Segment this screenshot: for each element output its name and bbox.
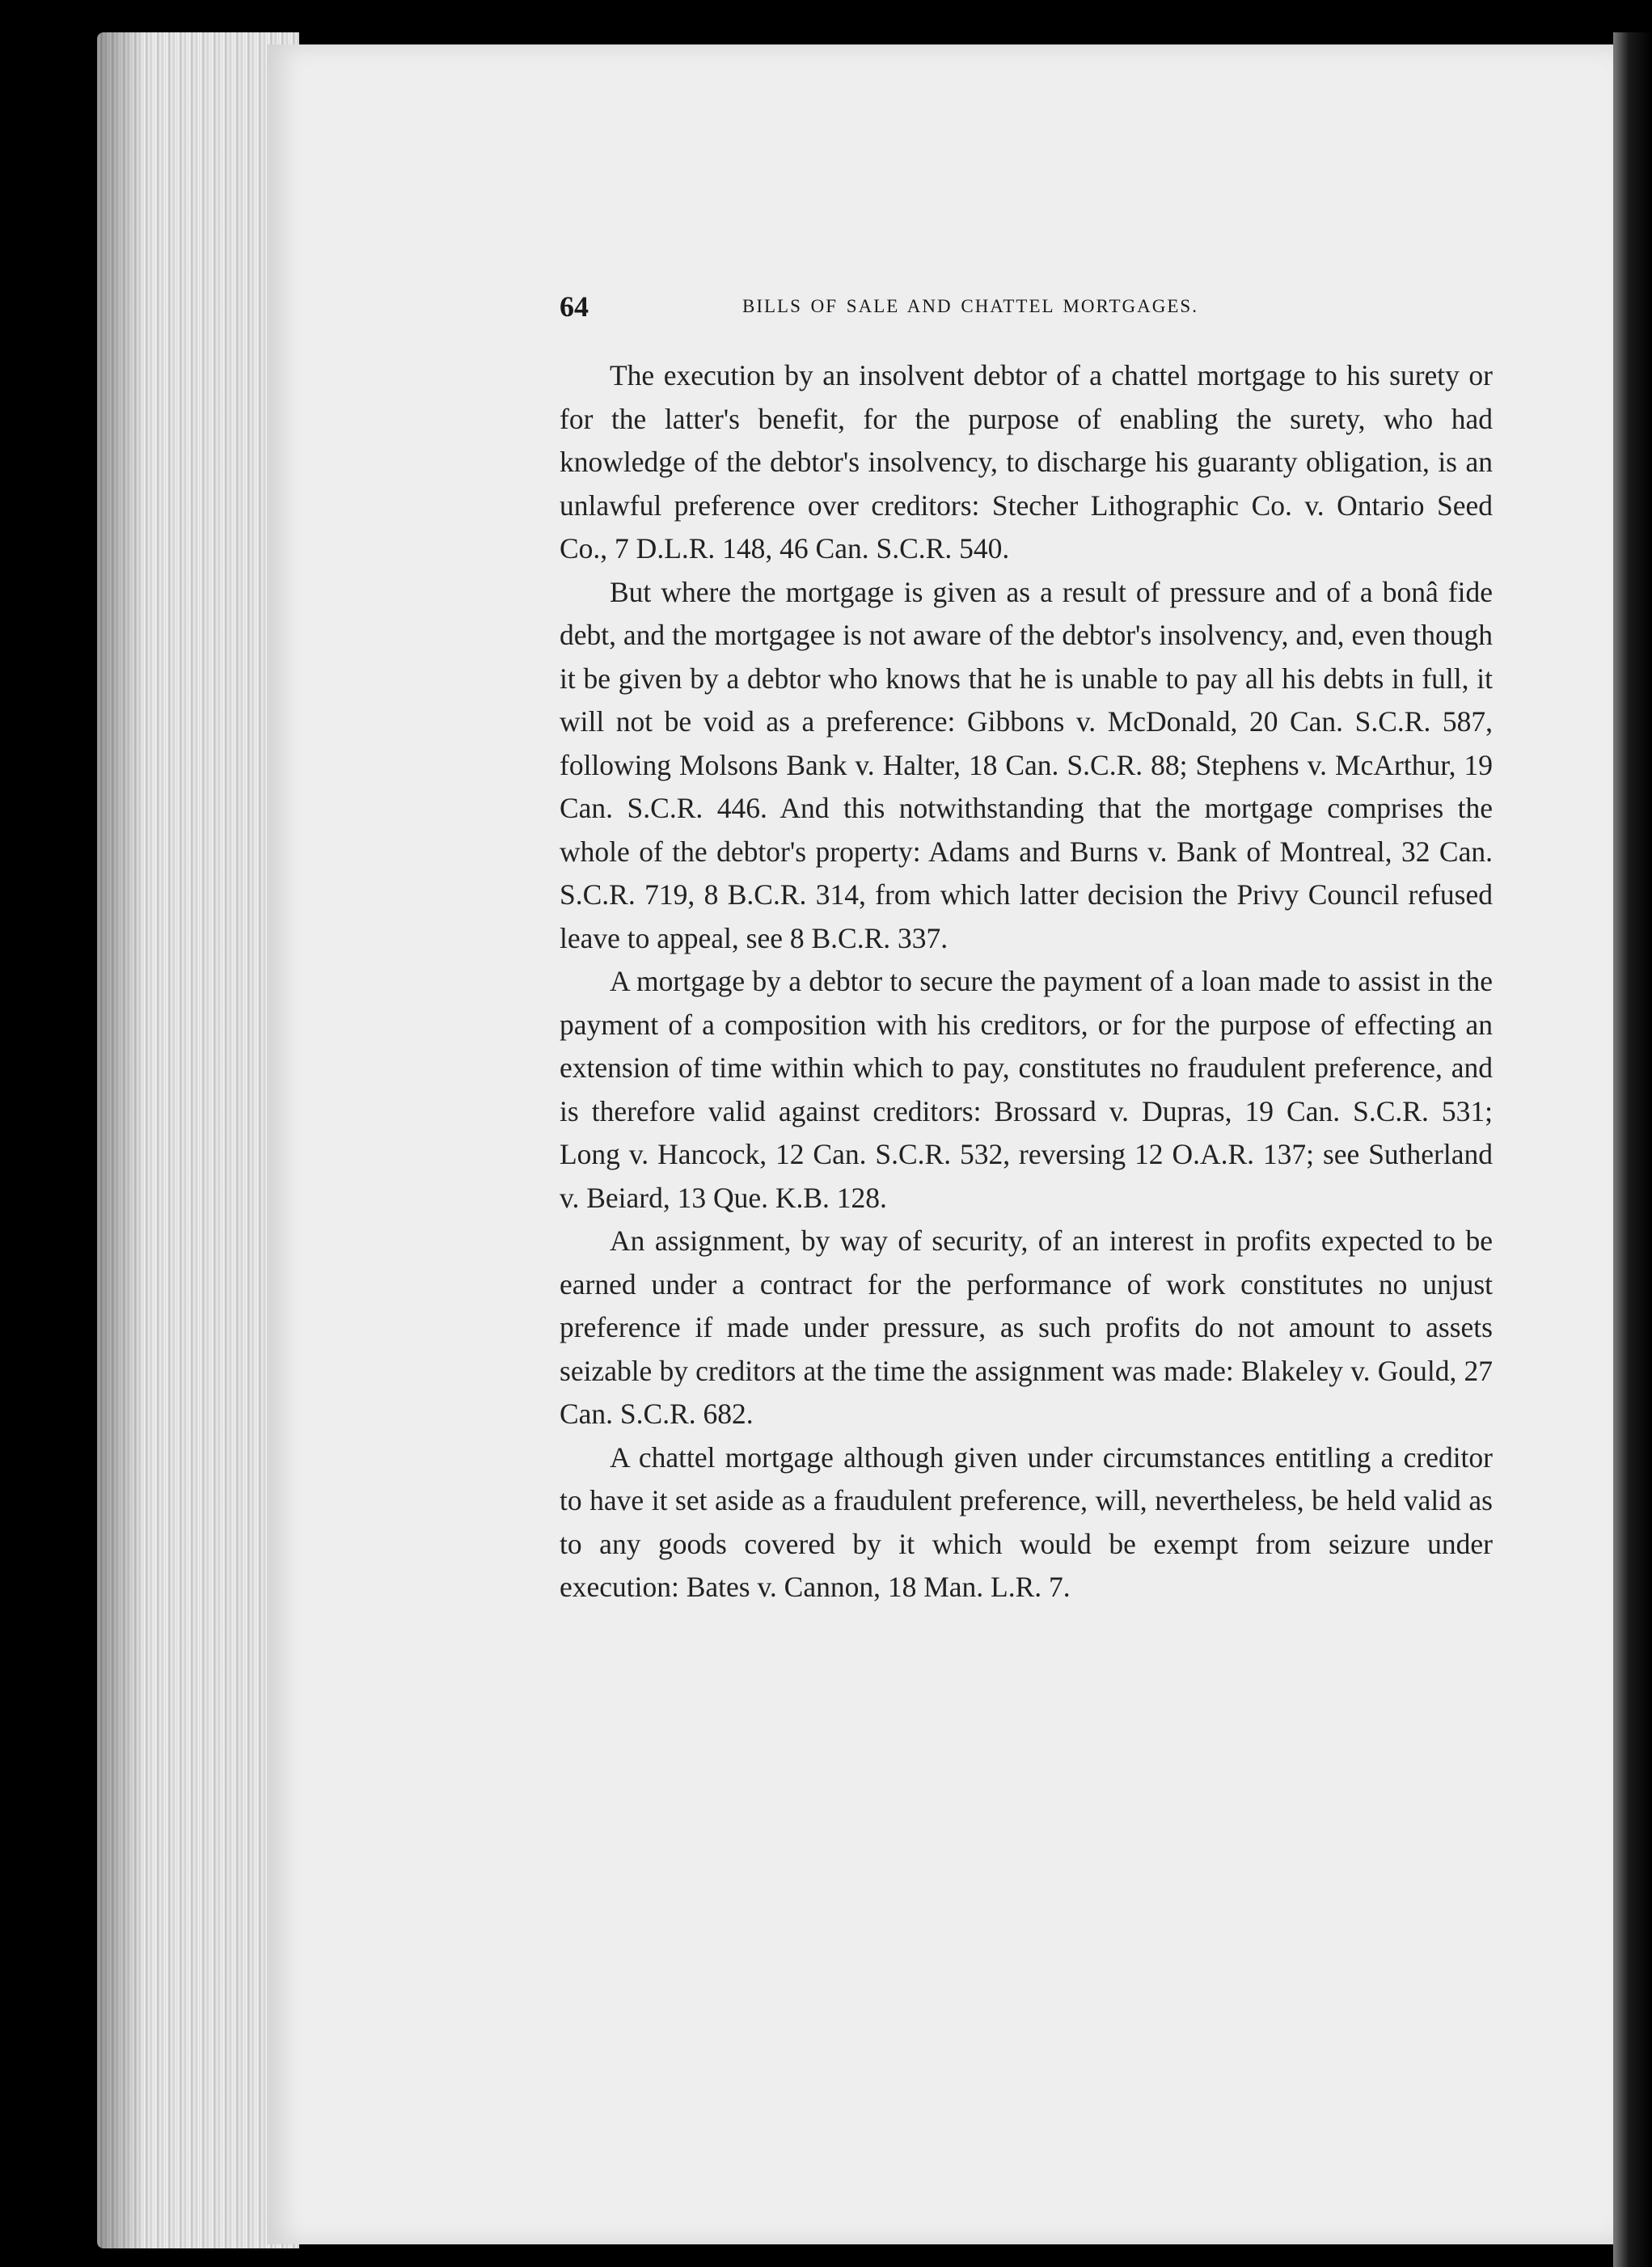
page-header	[560, 290, 1336, 330]
page-gutter-shadow	[1613, 32, 1652, 2267]
paragraph: But where the mortgage is given as a result of pressure and of a bonâ fide debt, and the mortgagee is not aware of the debtor's insolvency, and, even though it be given by a debtor who knows that he is unable to pay all his debts in full, it will not be void as a preference: Gibbons v. McDonald, 20 Can. S.C.R. 587, following Molsons Bank v. Halter, 18 Can. S.C.R. 88; Stephens v. McArthur, 19 Can. S.C.R. 446. And this notwithstanding that the mortgage comprises the whole of the debtor's property: Adams and Burns v. Bank of Montreal, 32 Can. S.C.R. 719, 8 B.C.R. 314, from which latter decision the Privy Council refused leave to appeal, see 8 B.C.R. 337.	[560, 575, 1493, 954]
paragraph: A chattel mortgage although given under circumstances entitling a creditor to have it set aside as a fraudulent preference, will, nevertheless, be held valid as to any goods covered by it which would be exempt from seizure under execution: Bates v. Cannon, 18 Man. L.R. 7.	[560, 1440, 1493, 1603]
paragraph: An assignment, by way of security, of an interest in profits expected to be earned under a contract for the performance of work constitutes no unjust preference if made under pressure, as such profits do not amount to assets seizable by creditors at the time the assignment was made: Blakeley v. Gould, 27 Can. S.C.R. 682.	[560, 1224, 1493, 1430]
running-head: BILLS OF SALE AND CHATTEL MORTGAGES.	[742, 296, 1198, 316]
paragraph: The execution by an insolvent debtor of a chattel mortgage to his surety or for the latter's benefit, for the purpose of enabling the surety, who had knowledge of the debtor's insolvency, to discharge his guaranty obligation, is an unlawful preference over creditors: Stecher Lithographic Co. v. Ontario Seed Co., 7 D.L.R. 148, 46 Can. S.C.R. 540.	[560, 359, 1493, 565]
body-text	[560, 354, 1493, 1609]
paragraph: A mortgage by a debtor to secure the payment of a loan made to assist in the payment of a composition with his creditors, or for the purpose of effecting an extension of time within which to pay, constitutes no fraudulent preference, and is therefore valid against creditors: Brossard v. Dupras, 19 Can. S.C.R. 531; Long v. Hancock, 12 Can. S.C.R. 532, reversing 12 O.A.R. 137; see Sutherland v. Beiard, 13 Que. K.B. 128.	[560, 965, 1493, 1214]
page-number: 64	[560, 290, 589, 323]
